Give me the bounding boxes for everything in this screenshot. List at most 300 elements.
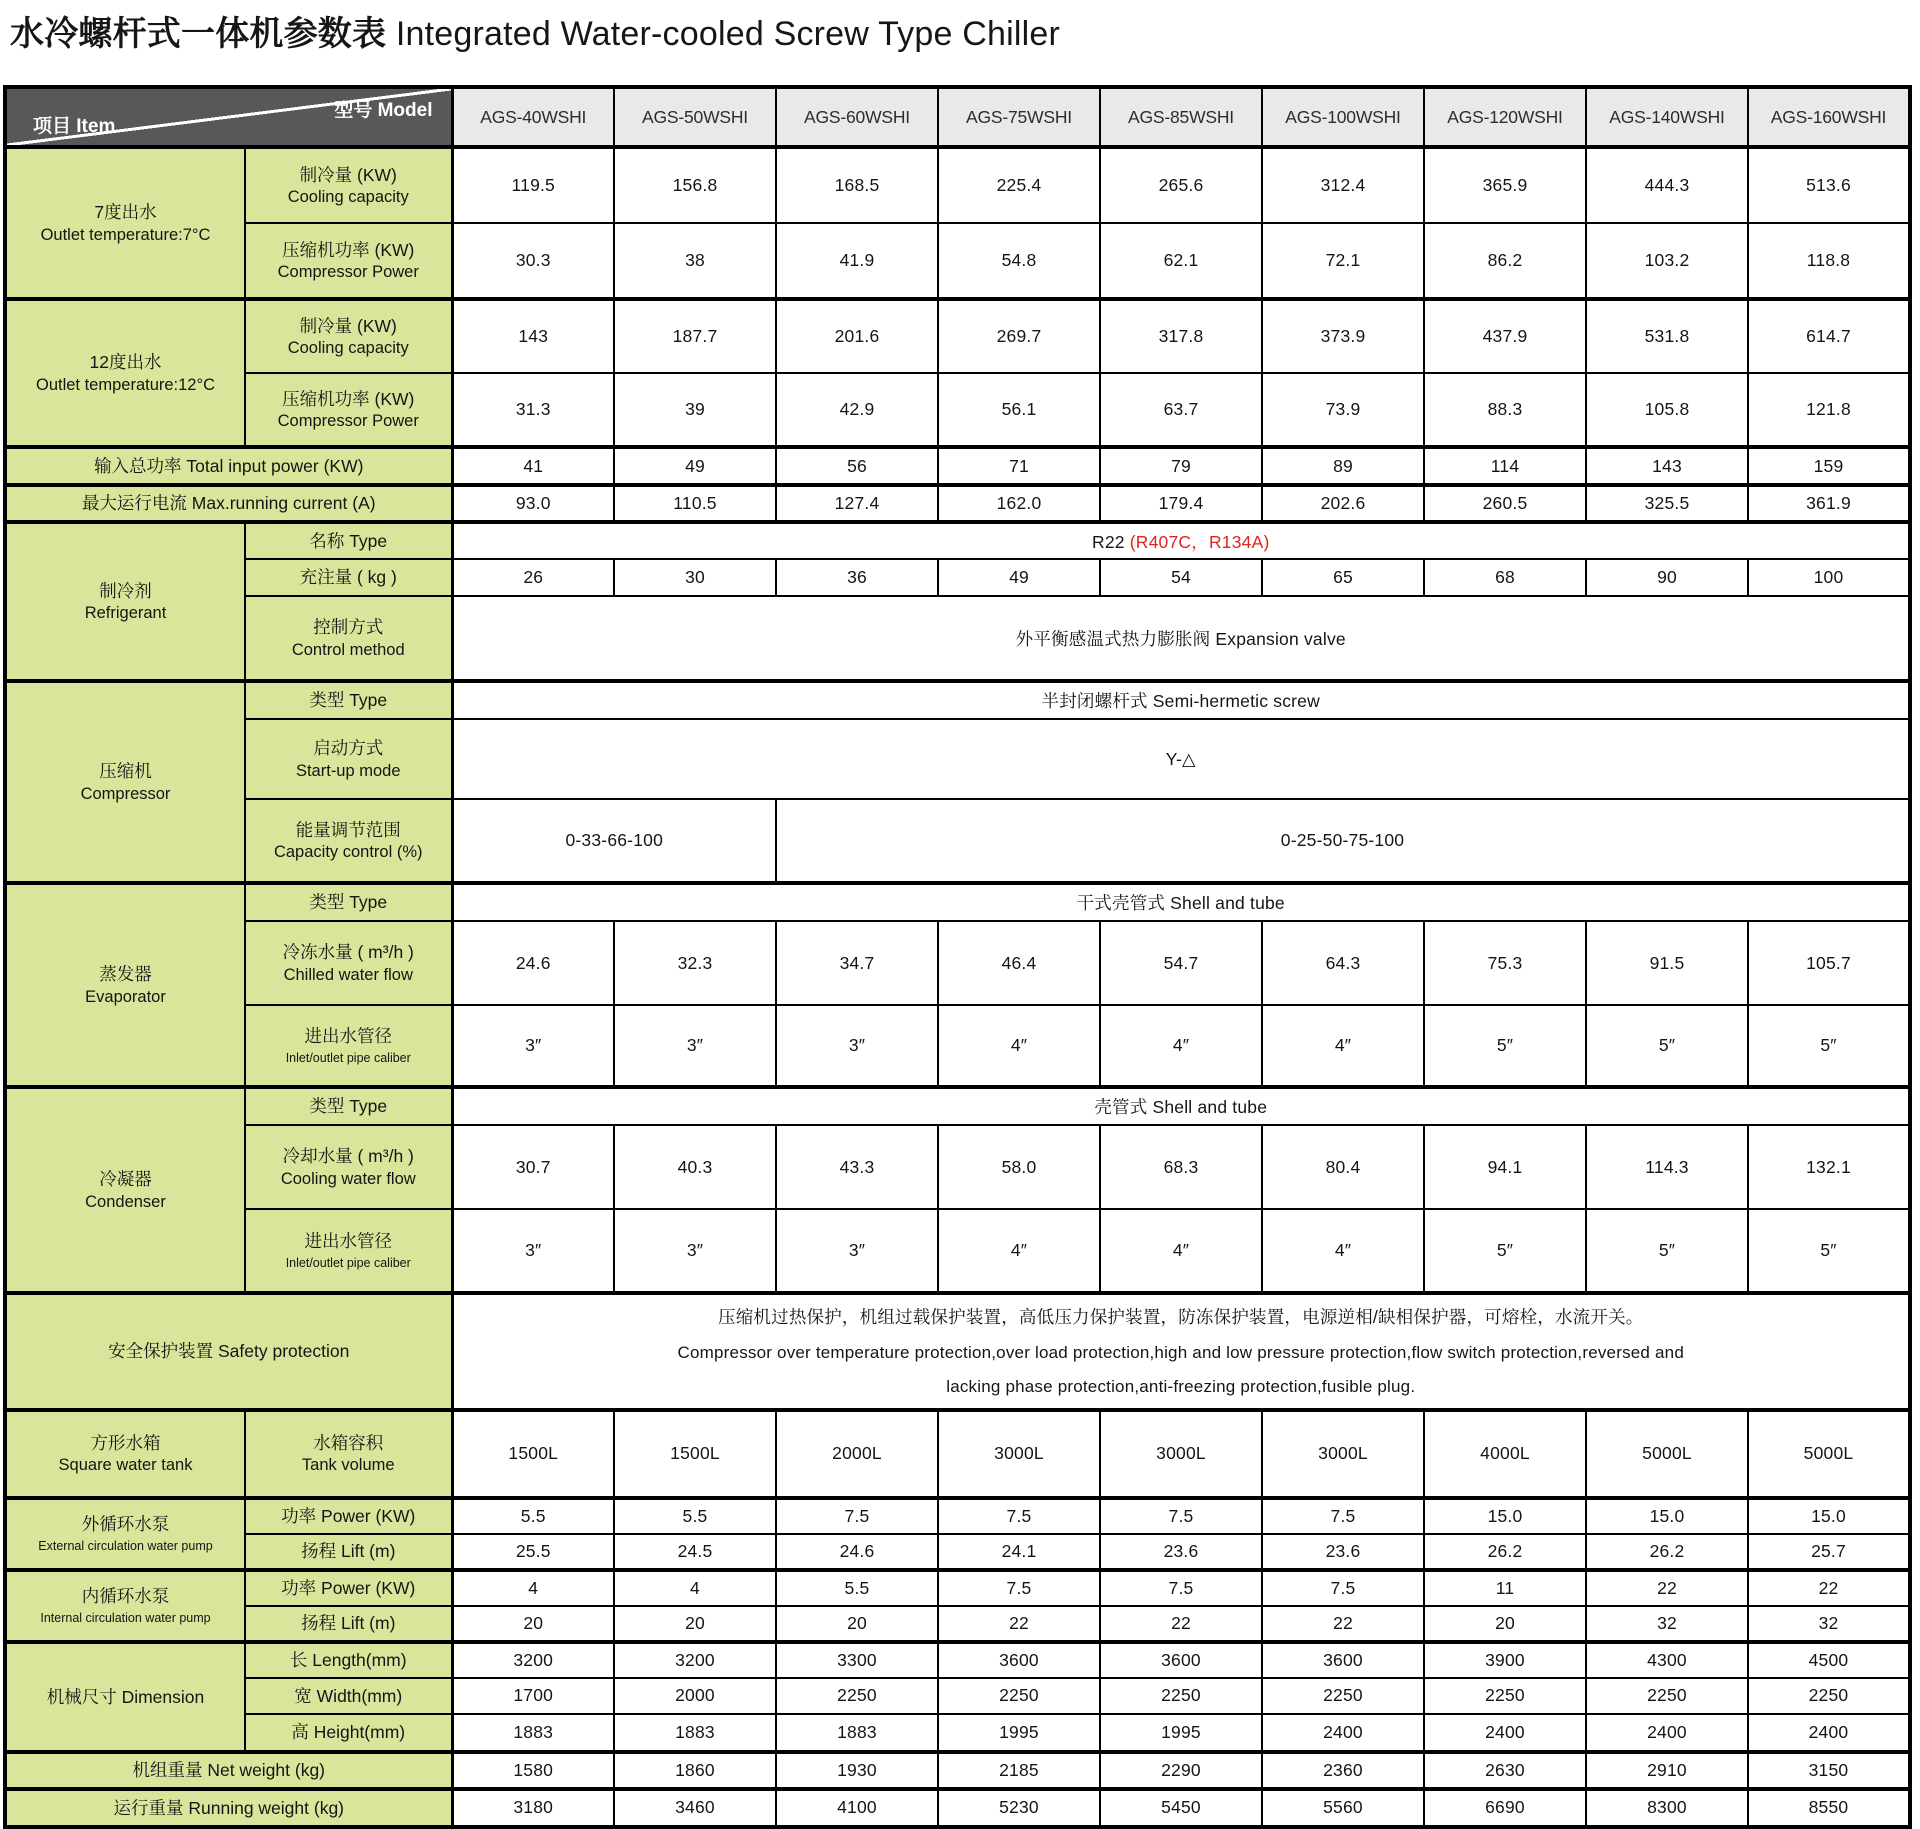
value-cell: 7.5	[1262, 1498, 1424, 1534]
spec-row	[5, 596, 1910, 681]
spec-row	[5, 447, 1910, 485]
value-cell: 25.5	[452, 1534, 614, 1570]
label-cell	[245, 719, 452, 799]
label-line: 类型 Type	[309, 1096, 388, 1117]
value-cell: 5″	[1748, 1005, 1910, 1087]
spec-row	[5, 299, 1910, 373]
group-line: 压缩机	[99, 761, 152, 782]
label-cell	[245, 1498, 452, 1534]
value-cell: 24.1	[938, 1534, 1100, 1570]
label-line: Start-up mode	[295, 761, 401, 780]
value-cell: 15.0	[1586, 1498, 1748, 1534]
value-cell: 32.3	[614, 921, 776, 1005]
value-cell: 179.4	[1100, 485, 1262, 522]
label-line: Chilled water flow	[283, 965, 413, 984]
label-cell	[245, 1410, 452, 1498]
spec-row	[5, 1678, 1910, 1714]
spec-row	[5, 373, 1910, 447]
spec-row	[5, 883, 1910, 921]
value-cell: 5″	[1424, 1005, 1586, 1087]
value-cell: 5230	[938, 1789, 1100, 1827]
value-cell: 3000L	[1100, 1410, 1262, 1498]
value-cell: 32	[1748, 1606, 1910, 1642]
value-cell: 42.9	[776, 373, 938, 447]
value-cell: 105.8	[1586, 373, 1748, 447]
spec-row	[5, 559, 1910, 596]
label-cell	[5, 1789, 452, 1827]
value-cell: 4″	[1262, 1209, 1424, 1293]
value-cell: 79	[1100, 447, 1262, 485]
value-cell: 444.3	[1586, 147, 1748, 223]
spec-row	[5, 921, 1910, 1005]
label-line: Cooling capacity	[287, 188, 409, 207]
value-cell: 20	[614, 1606, 776, 1642]
value-cell: 143	[452, 299, 614, 373]
label-cell	[245, 1005, 452, 1087]
group-line: 蒸发器	[99, 964, 152, 985]
spec-row	[5, 1087, 1910, 1125]
value-cell: 75.3	[1424, 921, 1586, 1005]
value-cell: 91.5	[1586, 921, 1748, 1005]
value-cell: 90	[1586, 559, 1748, 596]
label-line: 压缩机功率 (KW)	[282, 239, 415, 260]
value-cell: 2250	[1748, 1678, 1910, 1714]
merged-cell: 壳管式 Shell and tube	[452, 1087, 1910, 1125]
label-line: 安全保护装置 Safety protection	[108, 1341, 350, 1362]
label-line: 控制方式	[313, 617, 384, 638]
value-cell: 325.5	[1586, 485, 1748, 522]
value-cell: 30.3	[452, 223, 614, 299]
diagonal-header-cell	[5, 87, 452, 147]
label-cell	[245, 1087, 452, 1125]
group-line: 7度出水	[94, 202, 157, 223]
label-line: 功率 Power (KW)	[281, 1506, 416, 1526]
label-cell	[5, 485, 452, 522]
value-cell: 3″	[776, 1005, 938, 1087]
label-line: 扬程 Lift (m)	[301, 1613, 396, 1633]
label-cell	[245, 1570, 452, 1606]
spec-row	[5, 1498, 1910, 1534]
value-cell: 132.1	[1748, 1125, 1910, 1209]
merged-cell: 0-25-50-75-100	[776, 799, 1910, 883]
spec-row	[5, 719, 1910, 799]
value-cell: 3150	[1748, 1752, 1910, 1789]
group-line: 方形水箱	[90, 1432, 161, 1453]
value-cell: 2910	[1586, 1752, 1748, 1789]
value-cell: 26.2	[1424, 1534, 1586, 1570]
value-cell: 513.6	[1748, 147, 1910, 223]
label-line: Compressor Power	[277, 412, 419, 431]
label-line: 长 Length(mm)	[289, 1650, 407, 1670]
label-line: 冷冻水量 ( m³/h )	[282, 942, 414, 963]
value-cell: 23.6	[1262, 1534, 1424, 1570]
model-header-cell: AGS-60WSHI	[776, 87, 938, 147]
value-cell: 4500	[1748, 1642, 1910, 1678]
label-line: 类型 Type	[309, 690, 388, 711]
spec-row	[5, 522, 1910, 559]
value-cell: 22	[938, 1606, 1100, 1642]
value-cell: 5450	[1100, 1789, 1262, 1827]
safety-text-line: lacking phase protection,anti-freezing protection,fusible plug.	[946, 1376, 1416, 1396]
model-header-cell: AGS-160WSHI	[1748, 87, 1910, 147]
label-cell	[245, 1534, 452, 1570]
value-cell: 159	[1748, 447, 1910, 485]
value-cell: 20	[776, 1606, 938, 1642]
label-line: 制冷量 (KW)	[299, 164, 397, 185]
label-cell	[245, 373, 452, 447]
value-cell: 437.9	[1424, 299, 1586, 373]
value-cell: 1700	[452, 1678, 614, 1714]
value-cell: 614.7	[1748, 299, 1910, 373]
value-cell: 63.7	[1100, 373, 1262, 447]
value-cell: 1500L	[614, 1410, 776, 1498]
value-cell: 22	[1262, 1606, 1424, 1642]
value-cell: 2400	[1586, 1714, 1748, 1752]
value-cell: 5000L	[1586, 1410, 1748, 1498]
value-cell: 23.6	[1100, 1534, 1262, 1570]
label-line: 进出水管径	[304, 1026, 392, 1047]
label-line: 启动方式	[313, 738, 384, 759]
label-line: 压缩机功率 (KW)	[282, 388, 415, 409]
value-cell: 114.3	[1586, 1125, 1748, 1209]
spec-row	[5, 1209, 1910, 1293]
value-cell: 5000L	[1748, 1410, 1910, 1498]
value-cell: 4″	[1262, 1005, 1424, 1087]
label-cell	[245, 799, 452, 883]
value-cell: 41.9	[776, 223, 938, 299]
value-cell: 1860	[614, 1752, 776, 1789]
value-cell: 1580	[452, 1752, 614, 1789]
value-cell: 3″	[452, 1005, 614, 1087]
value-cell: 1995	[1100, 1714, 1262, 1752]
value-cell: 3″	[614, 1005, 776, 1087]
spec-row	[5, 1293, 1910, 1410]
value-cell: 373.9	[1262, 299, 1424, 373]
model-header-cell: AGS-75WSHI	[938, 87, 1100, 147]
merged-cell: Y-△	[452, 719, 1910, 799]
value-cell: 103.2	[1586, 223, 1748, 299]
value-cell: 187.7	[614, 299, 776, 373]
value-cell: 121.8	[1748, 373, 1910, 447]
value-cell: 2290	[1100, 1752, 1262, 1789]
value-cell: 54.7	[1100, 921, 1262, 1005]
group-line: Condenser	[85, 1192, 166, 1211]
value-cell: 2360	[1262, 1752, 1424, 1789]
value-cell: 1500L	[452, 1410, 614, 1498]
value-cell: 5″	[1424, 1209, 1586, 1293]
spec-row	[5, 1789, 1910, 1827]
value-cell: 202.6	[1262, 485, 1424, 522]
merged-cell: 外平衡感温式热力膨胀阀 Expansion valve	[452, 596, 1910, 681]
value-cell: 65	[1262, 559, 1424, 596]
value-cell: 72.1	[1262, 223, 1424, 299]
value-cell: 30	[614, 559, 776, 596]
value-cell: 3900	[1424, 1642, 1586, 1678]
value-cell: 4″	[1100, 1005, 1262, 1087]
page-title-chinese: 水冷螺杆式一体机参数表	[10, 15, 387, 53]
value-cell: 2400	[1262, 1714, 1424, 1752]
value-cell: 2250	[1424, 1678, 1586, 1714]
label-line: 类型 Type	[309, 892, 388, 913]
label-line: 机组重量 Net weight (kg)	[132, 1760, 326, 1780]
value-cell: 201.6	[776, 299, 938, 373]
group-cell	[5, 1087, 245, 1293]
label-line: 高 Height(mm)	[291, 1722, 406, 1742]
value-cell: 24.5	[614, 1534, 776, 1570]
value-cell: 2000	[614, 1678, 776, 1714]
label-line: 进出水管径	[304, 1231, 392, 1252]
value-cell: 39	[614, 373, 776, 447]
value-cell: 41	[452, 447, 614, 485]
value-cell: 3300	[776, 1642, 938, 1678]
value-cell: 20	[1424, 1606, 1586, 1642]
merged-cell: 半封闭螺杆式 Semi-hermetic screw	[452, 681, 1910, 719]
spec-row	[5, 1752, 1910, 1789]
value-cell: 118.8	[1748, 223, 1910, 299]
value-cell: 38	[614, 223, 776, 299]
value-cell: 25.7	[1748, 1534, 1910, 1570]
value-cell: 5.5	[614, 1498, 776, 1534]
group-cell	[5, 681, 245, 883]
label-cell	[245, 1125, 452, 1209]
value-cell: 20	[452, 1606, 614, 1642]
model-header-cell: AGS-120WSHI	[1424, 87, 1586, 147]
value-cell: 5″	[1586, 1209, 1748, 1293]
label-cell	[245, 1678, 452, 1714]
spec-row	[5, 1410, 1910, 1498]
value-cell: 3000L	[1262, 1410, 1424, 1498]
value-cell: 3460	[614, 1789, 776, 1827]
merged-cell: 0-33-66-100	[452, 799, 776, 883]
label-cell	[245, 1642, 452, 1678]
value-cell: 7.5	[776, 1498, 938, 1534]
value-cell: 312.4	[1262, 147, 1424, 223]
label-cell	[245, 522, 452, 559]
label-line: 输入总功率 Total input power (KW)	[94, 455, 364, 476]
value-cell: 317.8	[1100, 299, 1262, 373]
label-cell	[245, 681, 452, 719]
label-line: Control method	[291, 640, 405, 659]
label-line: Tank volume	[301, 1456, 395, 1475]
value-cell: 7.5	[1100, 1570, 1262, 1606]
value-cell: 3″	[776, 1209, 938, 1293]
label-line: Inlet/outlet pipe caliber	[285, 1255, 411, 1270]
value-cell: 105.7	[1748, 921, 1910, 1005]
value-cell: 4″	[938, 1005, 1100, 1087]
value-cell: 3600	[1100, 1642, 1262, 1678]
value-cell: 24.6	[452, 921, 614, 1005]
value-cell: 100	[1748, 559, 1910, 596]
group-cell	[5, 1498, 245, 1570]
value-cell: 260.5	[1424, 485, 1586, 522]
value-cell: 3180	[452, 1789, 614, 1827]
value-cell: 1930	[776, 1752, 938, 1789]
value-cell: 143	[1586, 447, 1748, 485]
value-cell: 168.5	[776, 147, 938, 223]
value-cell: 46.4	[938, 921, 1100, 1005]
value-cell: 1883	[776, 1714, 938, 1752]
spec-row	[5, 223, 1910, 299]
value-cell: 89	[1262, 447, 1424, 485]
value-cell: 40.3	[614, 1125, 776, 1209]
merged-cell: 干式壳管式 Shell and tube	[452, 883, 1910, 921]
page-title	[10, 6, 1060, 55]
value-cell: 2250	[938, 1678, 1100, 1714]
value-cell: 2400	[1748, 1714, 1910, 1752]
label-line: 能量调节范围	[295, 819, 401, 840]
value-cell: 56.1	[938, 373, 1100, 447]
label-line: Cooling water flow	[280, 1169, 416, 1188]
group-line: External circulation water pump	[38, 1538, 213, 1553]
label-line: 冷却水量 ( m³/h )	[282, 1146, 414, 1167]
value-cell: 54	[1100, 559, 1262, 596]
value-cell: 32	[1586, 1606, 1748, 1642]
value-cell: 4	[614, 1570, 776, 1606]
label-cell	[5, 1293, 452, 1410]
value-cell: 88.3	[1424, 373, 1586, 447]
value-cell: 5.5	[452, 1498, 614, 1534]
value-cell: 22	[1100, 1606, 1262, 1642]
value-cell: 2250	[1100, 1678, 1262, 1714]
value-cell: 8300	[1586, 1789, 1748, 1827]
value-cell: 162.0	[938, 485, 1100, 522]
value-cell: 4300	[1586, 1642, 1748, 1678]
value-cell: 34.7	[776, 921, 938, 1005]
group-line: Outlet temperature:12°C	[35, 375, 216, 394]
label-cell	[245, 921, 452, 1005]
merged-cell	[452, 522, 1910, 559]
group-line: 外循环水泵	[81, 1514, 170, 1535]
group-line: Square water tank	[58, 1456, 193, 1475]
value-cell: 361.9	[1748, 485, 1910, 522]
value-cell: 30.7	[452, 1125, 614, 1209]
value-cell: 156.8	[614, 147, 776, 223]
spec-row	[5, 1714, 1910, 1752]
merged-cell	[452, 1293, 1910, 1410]
spec-row	[5, 485, 1910, 522]
merged-text-part: (R407C，R134A)	[1129, 531, 1270, 552]
value-cell: 4100	[776, 1789, 938, 1827]
value-cell: 15.0	[1424, 1498, 1586, 1534]
label-cell	[245, 559, 452, 596]
value-cell: 54.8	[938, 223, 1100, 299]
group-line: 制冷剂	[99, 580, 152, 601]
label-cell	[245, 223, 452, 299]
value-cell: 7.5	[938, 1498, 1100, 1534]
label-line: 宽 Width(mm)	[294, 1685, 403, 1706]
value-cell: 3″	[452, 1209, 614, 1293]
value-cell: 3000L	[938, 1410, 1100, 1498]
group-line: 12度出水	[89, 352, 162, 373]
model-header-label: 型号 Model	[334, 100, 433, 121]
value-cell: 68	[1424, 559, 1586, 596]
value-cell: 3200	[452, 1642, 614, 1678]
value-cell: 11	[1424, 1570, 1586, 1606]
value-cell: 114	[1424, 447, 1586, 485]
value-cell: 3″	[614, 1209, 776, 1293]
value-cell: 3600	[938, 1642, 1100, 1678]
label-cell	[245, 1714, 452, 1752]
label-line: 充注量 ( kg )	[299, 567, 397, 588]
group-cell	[5, 1570, 245, 1642]
value-cell: 4	[452, 1570, 614, 1606]
value-cell: 94.1	[1424, 1125, 1586, 1209]
value-cell: 68.3	[1100, 1125, 1262, 1209]
value-cell: 93.0	[452, 485, 614, 522]
spec-row	[5, 799, 1910, 883]
safety-text-line: Compressor over temperature protection,over load protection,high and low pressure protection,flow switch protection,reversed and	[677, 1342, 1684, 1362]
value-cell: 58.0	[938, 1125, 1100, 1209]
value-cell: 7.5	[1100, 1498, 1262, 1534]
value-cell: 265.6	[1100, 147, 1262, 223]
page-title-english: Integrated Water-cooled Screw Type Chiller	[386, 15, 1060, 53]
group-line: Evaporator	[85, 987, 166, 1006]
value-cell: 86.2	[1424, 223, 1586, 299]
group-cell	[5, 883, 245, 1087]
label-line: 制冷量 (KW)	[299, 315, 397, 336]
header-row	[5, 87, 1910, 147]
value-cell: 110.5	[614, 485, 776, 522]
value-cell: 22	[1586, 1570, 1748, 1606]
group-cell	[5, 147, 245, 299]
value-cell: 7.5	[938, 1570, 1100, 1606]
value-cell: 64.3	[1262, 921, 1424, 1005]
value-cell: 49	[938, 559, 1100, 596]
group-cell	[5, 522, 245, 681]
value-cell: 24.6	[776, 1534, 938, 1570]
label-cell	[245, 1606, 452, 1642]
model-header-cell: AGS-140WSHI	[1586, 87, 1748, 147]
value-cell: 26	[452, 559, 614, 596]
spec-row	[5, 1125, 1910, 1209]
value-cell: 4″	[1100, 1209, 1262, 1293]
spec-row	[5, 1005, 1910, 1087]
value-cell: 26.2	[1586, 1534, 1748, 1570]
label-line: Inlet/outlet pipe caliber	[285, 1050, 411, 1065]
label-cell	[245, 147, 452, 223]
label-cell	[245, 1209, 452, 1293]
value-cell: 73.9	[1262, 373, 1424, 447]
model-header-cell: AGS-85WSHI	[1100, 87, 1262, 147]
value-cell: 269.7	[938, 299, 1100, 373]
spec-row	[5, 1606, 1910, 1642]
value-cell: 5.5	[776, 1570, 938, 1606]
value-cell: 15.0	[1748, 1498, 1910, 1534]
spec-row	[5, 1570, 1910, 1606]
value-cell: 22	[1748, 1570, 1910, 1606]
model-header-cell: AGS-100WSHI	[1262, 87, 1424, 147]
value-cell: 62.1	[1100, 223, 1262, 299]
value-cell: 225.4	[938, 147, 1100, 223]
group-line: 内循环水泵	[81, 1586, 170, 1607]
group-cell	[5, 299, 245, 447]
value-cell: 2400	[1424, 1714, 1586, 1752]
spec-row	[5, 1642, 1910, 1678]
value-cell: 6690	[1424, 1789, 1586, 1827]
value-cell: 56	[776, 447, 938, 485]
model-header-cell: AGS-40WSHI	[452, 87, 614, 147]
value-cell: 2250	[1586, 1678, 1748, 1714]
label-line: 最大运行电流 Max.running current (A)	[81, 493, 376, 514]
group-line: Internal circulation water pump	[40, 1610, 211, 1625]
group-line: Compressor	[80, 784, 171, 803]
value-cell: 2630	[1424, 1752, 1586, 1789]
value-cell: 2250	[1262, 1678, 1424, 1714]
value-cell: 80.4	[1262, 1125, 1424, 1209]
value-cell: 36	[776, 559, 938, 596]
value-cell: 49	[614, 447, 776, 485]
value-cell: 5″	[1748, 1209, 1910, 1293]
